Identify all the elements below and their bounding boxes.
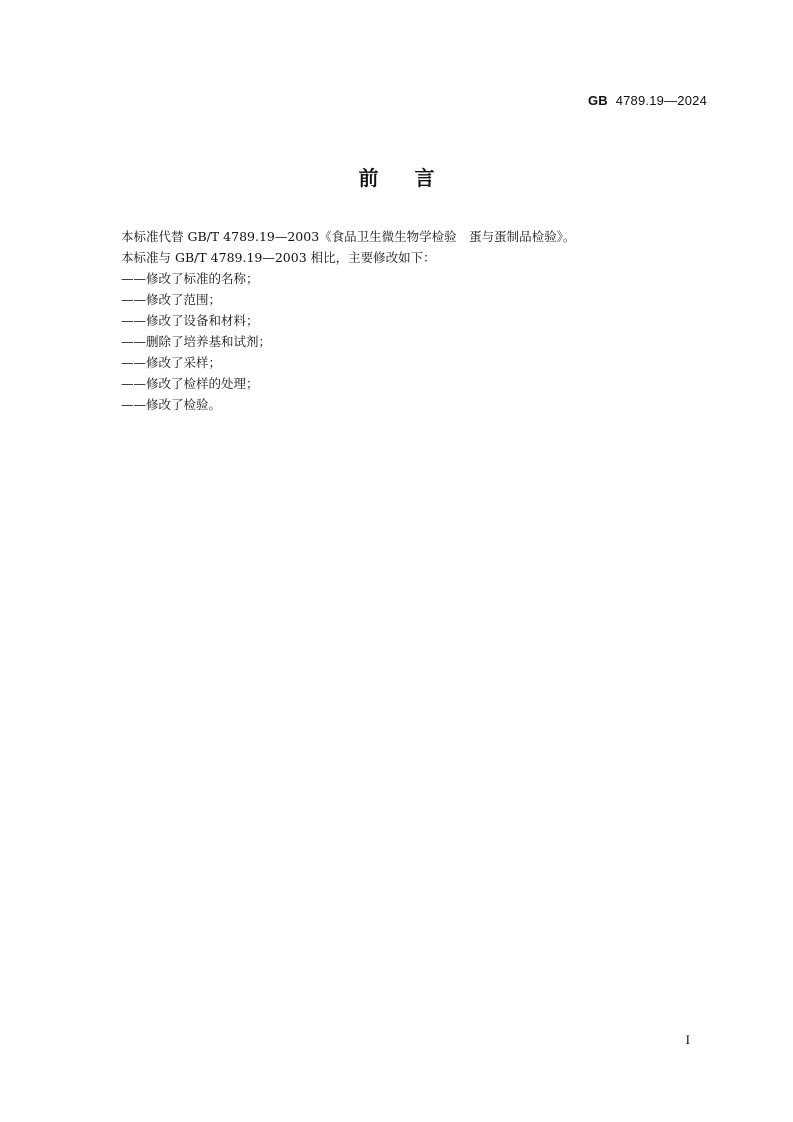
page-title: 前言 — [358, 166, 471, 190]
change-item: ——修改了采样； — [121, 355, 222, 370]
change-item: ——修改了标准的名称； — [121, 271, 259, 286]
page-header — [588, 93, 707, 108]
paragraph-replaces: 本标准代替 GB/T 4789.19—2003《食品卫生微生物学检验 蛋与蛋制品检验》。 — [121, 229, 576, 244]
change-item: ——修改了设备和材料； — [121, 313, 259, 328]
paragraph-changes-intro: 本标准与 GB/T 4789.19—2003 相比，主要修改如下： — [121, 250, 436, 265]
standard-prefix: GB — [587, 93, 608, 108]
standard-number: 4789.19—2024 — [615, 93, 707, 108]
page-number: I — [685, 1032, 690, 1047]
change-item: ——修改了检验。 — [121, 397, 222, 412]
foreword-body — [121, 226, 721, 415]
change-item: ——修改了范围； — [121, 292, 222, 307]
change-item: ——删除了培养基和试剂； — [121, 334, 272, 349]
change-item: ——修改了检样的处理； — [121, 376, 259, 391]
